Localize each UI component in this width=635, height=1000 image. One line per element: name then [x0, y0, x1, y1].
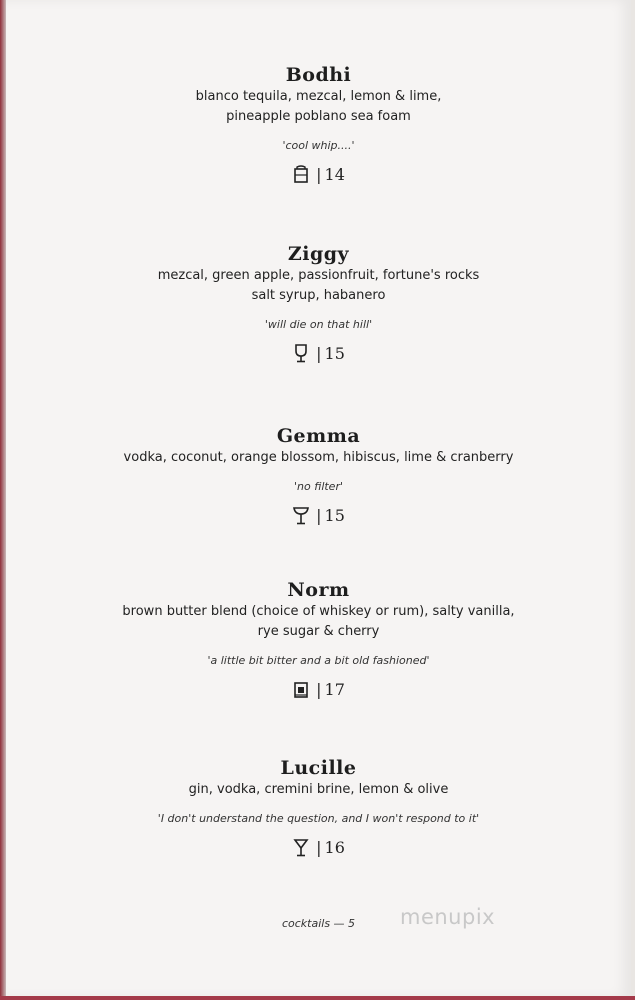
item-price: 16	[324, 837, 345, 857]
item-name: Ziggy	[287, 243, 350, 265]
menu-item-bodhi	[6, 63, 631, 184]
item-price: 17	[324, 679, 345, 699]
ingredients-line: vodka, coconut, orange blossom, hibiscus, lime & cranberry	[123, 450, 514, 465]
item-quote: 'cool whip....'	[282, 139, 355, 152]
ingredients-line: brown butter blend (choice of whiskey or rum), salty vanilla,	[122, 604, 515, 619]
item-quote: 'will die on that hill'	[264, 318, 373, 331]
item-price-row	[6, 837, 631, 857]
item-price-row	[6, 164, 631, 184]
ingredients-line: pineapple poblano sea foam	[226, 109, 411, 124]
ingredients-line: rye sugar & cherry	[257, 624, 380, 639]
item-ingredients	[6, 87, 631, 127]
price-separator: |	[316, 164, 322, 184]
item-quote: 'I don't understand the question, and I won't respond to it'	[157, 812, 480, 825]
price-separator: |	[316, 837, 322, 857]
item-quote: 'no filter'	[293, 480, 343, 493]
ingredients-line: mezcal, green apple, passionfruit, fortune's rocks	[157, 268, 480, 283]
menu-item-gemma	[6, 424, 631, 525]
item-price: 15	[324, 343, 345, 363]
item-price: 14	[324, 164, 345, 184]
item-name: Bodhi	[285, 64, 352, 86]
item-price: 15	[324, 505, 345, 525]
wine-glass-icon	[292, 343, 310, 363]
item-name: Gemma	[276, 425, 361, 447]
item-ingredients	[6, 448, 631, 468]
item-quote: 'a little bit bitter and a bit old fashioned'	[207, 654, 430, 667]
ingredients-line: salt syrup, habanero	[251, 288, 386, 303]
item-price-row	[6, 343, 631, 363]
menu-item-norm	[6, 578, 631, 699]
martini-glass-icon	[292, 837, 310, 857]
item-ingredients	[6, 602, 631, 642]
menu-item-lucille	[6, 756, 631, 857]
menu-item-ziggy	[6, 242, 631, 363]
item-ingredients	[6, 780, 631, 800]
item-price-row	[6, 505, 631, 525]
watermark: menupix	[400, 905, 496, 929]
price-separator: |	[316, 679, 322, 699]
page-footer: cocktails — 5	[281, 917, 356, 930]
old-fashioned-glass-icon	[292, 679, 310, 699]
item-name: Lucille	[280, 757, 357, 779]
price-separator: |	[316, 505, 322, 525]
item-price-row	[6, 679, 631, 699]
rocks-glass-icon	[292, 164, 310, 184]
item-ingredients	[6, 266, 631, 306]
coupe-glass-icon	[292, 505, 310, 525]
item-name: Norm	[287, 579, 350, 601]
price-separator: |	[316, 343, 322, 363]
ingredients-line: gin, vodka, cremini brine, lemon & olive	[188, 782, 449, 797]
page-bottom-edge	[0, 996, 635, 1000]
ingredients-line: blanco tequila, mezcal, lemon & lime,	[195, 89, 442, 104]
